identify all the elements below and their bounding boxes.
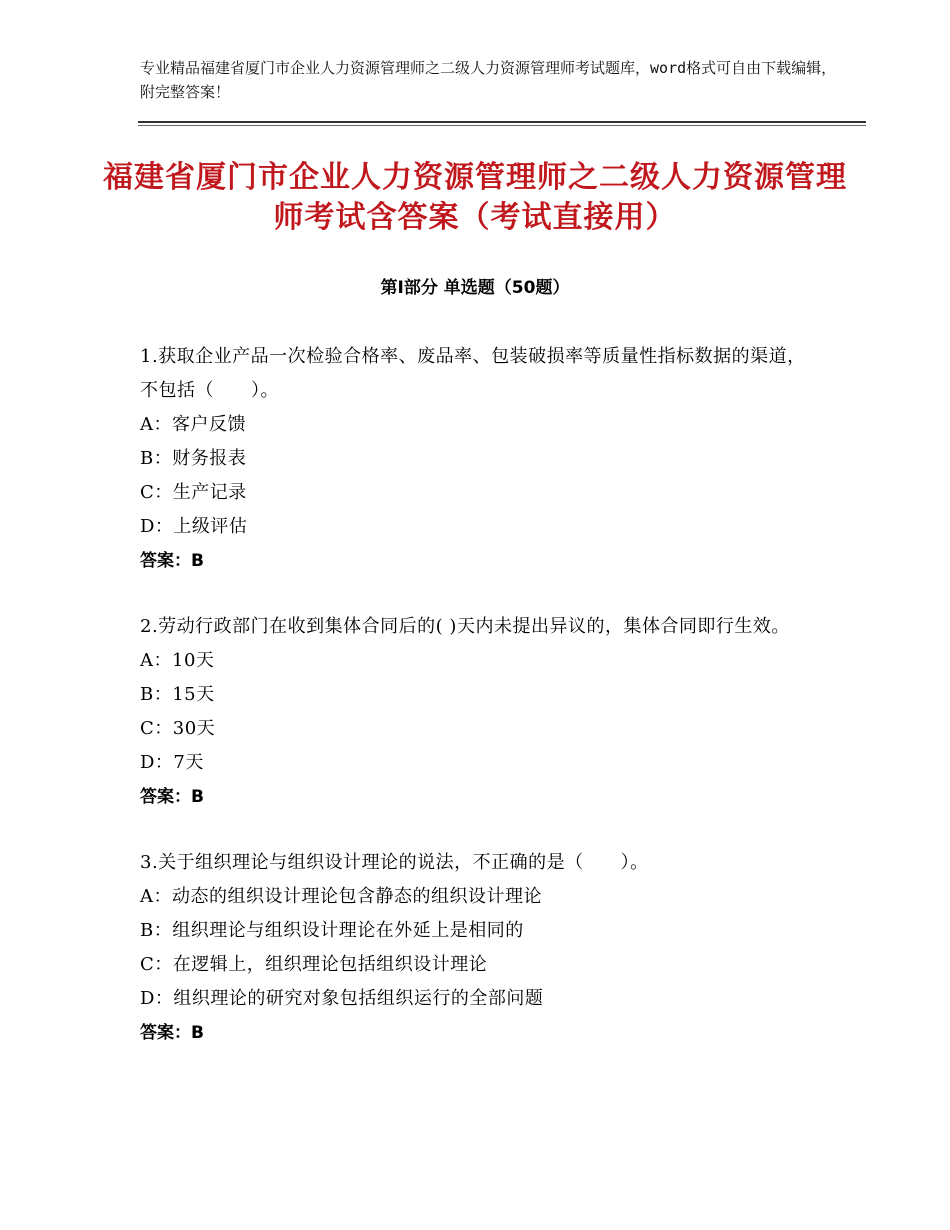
answer: 答案：B xyxy=(140,787,204,807)
header-divider xyxy=(138,121,866,123)
answer: 答案：B xyxy=(140,1023,204,1043)
question-list xyxy=(140,340,820,1082)
option-c: C：30天 xyxy=(140,718,216,739)
option-a: A：客户反馈 xyxy=(140,414,246,435)
option-a: A：动态的组织设计理论包含静态的组织设计理论 xyxy=(140,886,542,907)
option-d: D：上级评估 xyxy=(140,516,248,537)
option-d: D：组织理论的研究对象包括组织运行的全部问题 xyxy=(140,988,544,1009)
question-1 xyxy=(140,340,820,578)
document-title: 福建省厦门市企业人力资源管理师之二级人力资源管理师考试含答案（考试直接用） xyxy=(103,160,847,235)
section-title: 第Ⅰ部分 单选题（50题） xyxy=(380,278,570,298)
question-text: 2.劳动行政部门在收到集体合同后的( )天内未提出异议的，集体合同即行生效。 xyxy=(140,616,790,637)
question-text: 3.关于组织理论与组织设计理论的说法，不正确的是（ ）。 xyxy=(140,852,649,873)
header-divider-thin xyxy=(138,125,866,126)
option-a: A：10天 xyxy=(140,650,215,671)
question-2 xyxy=(140,610,820,814)
option-b: B：组织理论与组织设计理论在外延上是相同的 xyxy=(140,920,524,941)
option-c: C：生产记录 xyxy=(140,482,247,503)
option-c: C：在逻辑上，组织理论包括组织设计理论 xyxy=(140,954,488,975)
question-text: 1.获取企业产品一次检验合格率、废品率、包装破损率等质量性指标数据的渠道，不包括（ ）。 xyxy=(140,346,806,401)
header-note: 专业精品福建省厦门市企业人力资源管理师之二级人力资源管理师考试题库，word格式可自由下载编辑，附完整答案！ xyxy=(140,59,837,101)
option-b: B：财务报表 xyxy=(140,448,247,469)
option-b: B：15天 xyxy=(140,684,215,705)
answer: 答案：B xyxy=(140,551,204,571)
question-3 xyxy=(140,846,820,1050)
option-d: D：7天 xyxy=(140,752,204,773)
